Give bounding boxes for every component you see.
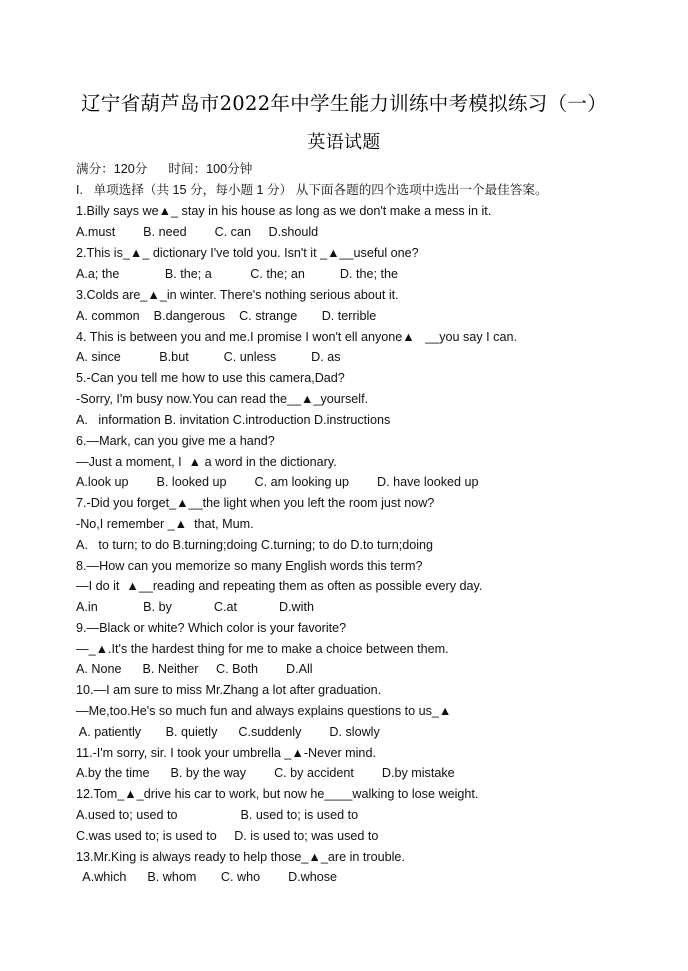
question-8-stem: 8.—How can you memorize so many English words this term? — [76, 559, 423, 573]
question-5-stem: 5.-Can you tell me how to use this camera,Dad? — [76, 371, 345, 385]
question-3-options: A. common B.dangerous C. strange D. terrible — [76, 309, 377, 323]
page-subtitle: 英语试题 — [307, 132, 381, 153]
question-5-reply: -Sorry, I'm busy now.You can read the__▲_yourself. — [76, 392, 369, 406]
question-12-stem: 12.Tom_▲_drive his car to work, but now he____walking to lose weight. — [76, 787, 479, 801]
question-6-options: A.look up B. looked up C. am looking up D. have looked up — [76, 475, 479, 489]
question-9-stem: 9.—Black or white? Which color is your favorite? — [76, 621, 347, 635]
question-9-options: A. None B. Neither C. Both D.All — [76, 662, 313, 676]
question-4-stem: 4. This is between you and me.I promise I won't ell anyone▲ __you say I can. — [76, 330, 517, 344]
question-7-options: A. to turn; to do B.turning;doing C.turning; to do D.to turn;doing — [76, 538, 434, 552]
question-2-stem: 2.This is_▲_ dictionary I've told you. Isn't it _▲__useful one? — [76, 246, 419, 260]
question-10-options: A. patiently B. quietly C.suddenly D. slowly — [76, 725, 380, 739]
question-2-options: A.a; the B. the; a C. the; an D. the; the — [76, 267, 398, 281]
question-3-stem: 3.Colds are_▲_in winter. There's nothing serious about it. — [76, 288, 399, 302]
question-13-options: A.which B. whom C. who D.whose — [76, 870, 338, 884]
question-4-options: A. since B.but C. unless D. as — [76, 350, 341, 364]
question-6-stem: 6.—Mark, can you give me a hand? — [76, 434, 275, 448]
question-1-options: A.must B. need C. can D.should — [76, 225, 319, 239]
question-1-stem: 1.Billy says we▲_ stay in his house as long as we don't make a mess in it. — [76, 204, 492, 218]
score-time-info: 满分：120分 时间：100分钟 — [76, 162, 253, 176]
question-5-options: A. information B. invitation C.introduction D.instructions — [76, 413, 391, 427]
question-10-stem: 10.—I am sure to miss Mr.Zhang a lot after graduation. — [76, 683, 382, 697]
question-6-reply: —Just a moment, I ▲ a word in the dictionary. — [76, 455, 337, 469]
page-title: 辽宁省葫芦岛市2022年中学生能力训练中考模拟练习（一） — [80, 92, 608, 115]
question-12-options-ab: A.used to; used to B. used to; is used to — [76, 808, 359, 822]
question-12-options-cd: C.was used to; is used to D. is used to; was used to — [76, 829, 379, 843]
question-13-stem: 13.Mr.King is always ready to help those_▲_are in trouble. — [76, 850, 405, 864]
question-8-reply: —I do it ▲__reading and repeating them as often as possible every day. — [76, 579, 483, 593]
question-9-reply: —_▲.It's the hardest thing for me to make a choice between them. — [76, 642, 449, 656]
question-11-stem: 11.-I'm sorry, sir. I took your umbrella _▲-Never mind. — [76, 746, 376, 760]
question-7-stem: 7.-Did you forget_▲__the light when you left the room just now? — [76, 496, 435, 510]
question-7-reply: -No,I remember _▲ that, Mum. — [76, 517, 254, 531]
question-8-options: A.in B. by C.at D.with — [76, 600, 314, 614]
section-heading: I. 单项选择（共 15 分，每小题 1 分） 从下面各题的四个选项中选出一个最佳答案。 — [76, 183, 548, 197]
question-10-reply: —Me,too.He's so much fun and always explains questions to us_▲ — [76, 704, 452, 718]
question-11-options: A.by the time B. by the way C. by accident D.by mistake — [76, 766, 455, 780]
